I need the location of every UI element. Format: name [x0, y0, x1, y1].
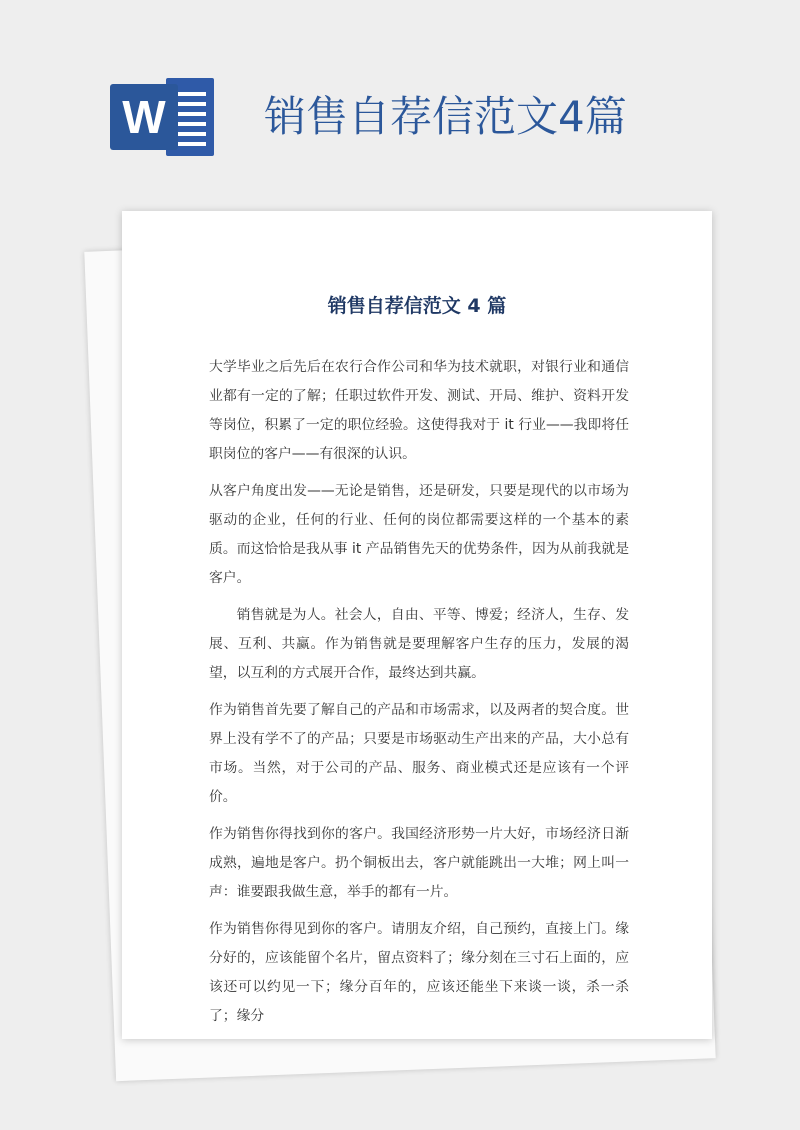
document-body: [209, 353, 629, 1039]
paragraph: 销售就是为人。社会人，自由、平等、博爱；经济人，生存、发展、互利、共赢。作为销售就是要理解客户生存的压力，发展的渴望，以互利的方式展开合作，最终达到共赢。: [209, 607, 629, 681]
paragraph: 作为销售你得找到你的客户。我国经济形势一片大好，市场经济日渐成熟，遍地是客户。扔个铜板出去，客户就能跳出一大堆；网上叫一声：谁要跟我做生意，举手的都有一片。: [209, 826, 629, 900]
document-page: [122, 211, 712, 1039]
word-icon-badge: W: [110, 84, 178, 150]
paragraph: 大学毕业之后先后在农行合作公司和华为技术就职，对银行业和通信业都有一定的了解；任职过软件开发、测试、开局、维护、资料开发等岗位，积累了一定的职位经验。这使得我对于 it 行业——我即将任职岗位的客户——有很深的认识。: [209, 359, 629, 462]
header: [0, 0, 800, 190]
word-document-icon: [110, 78, 214, 156]
page-title: 销售自荐信范文4篇: [264, 92, 627, 141]
document-title: 销售自荐信范文 4 篇: [327, 295, 507, 317]
paragraph: 作为销售你得见到你的客户。请朋友介绍，自己预约，直接上门。缘分好的，应该能留个名片，留点资料了；缘分刻在三寸石上面的，应该还可以约见一下；缘分百年的，应该还能坐下来谈一谈，杀一杀了；缘分: [209, 921, 629, 1024]
paragraph: 从客户角度出发——无论是销售，还是研发，只要是现代的以市场为驱动的企业，任何的行业、任何的岗位都需要这样的一个基本的素质。而这恰恰是我从事 it 产品销售先天的优势条件，因为从前我就是客户。: [209, 483, 629, 586]
paragraph: 作为销售首先要了解自己的产品和市场需求，以及两者的契合度。世界上没有学不了的产品；只要是市场驱动生产出来的产品，大小总有市场。当然，对于公司的产品、服务、商业模式还是应该有一个评价。: [209, 702, 629, 805]
